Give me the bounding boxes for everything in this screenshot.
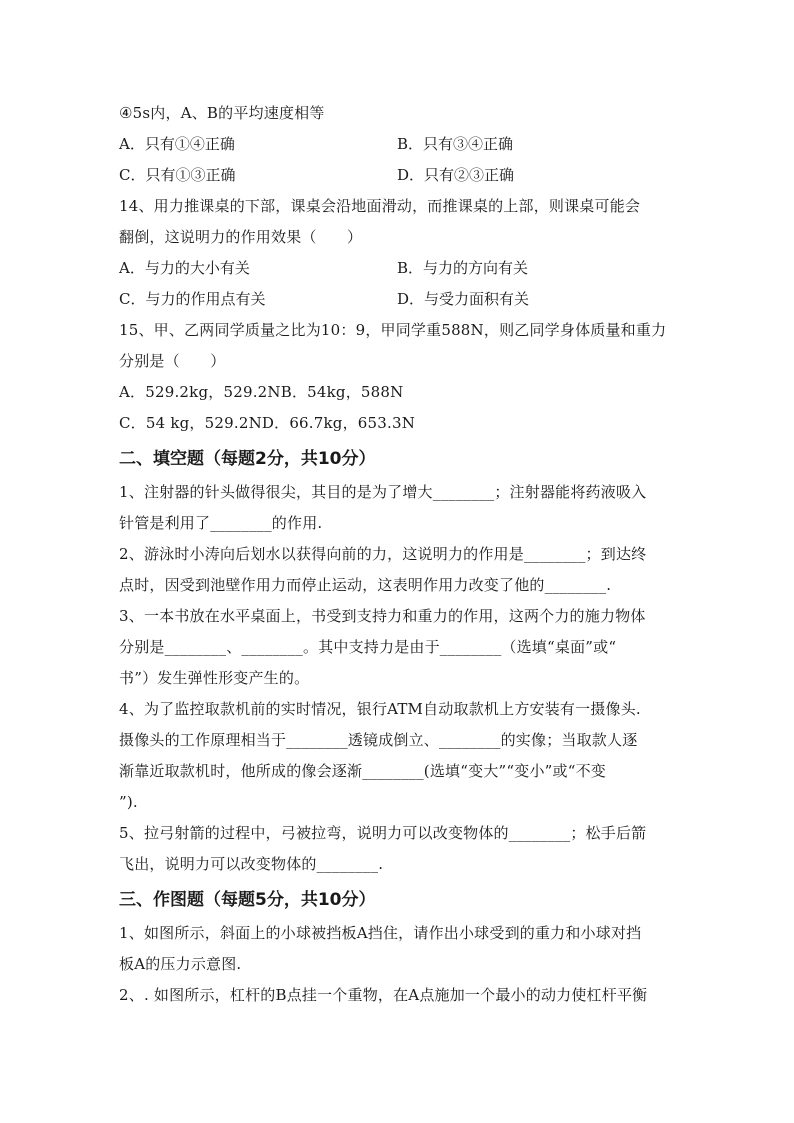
- q14-option-d: D．与受力面积有关: [397, 290, 530, 308]
- s2-q4-line2: 摄像头的工作原理相当于________透镜成倒立、________的实像；当取款人逐: [119, 731, 638, 749]
- q13-continuation: ④5s内，A、B的平均速度相等: [119, 104, 325, 122]
- q15-stem-line2: 分别是（ ）: [119, 352, 226, 370]
- s2-q3-line2: 分别是________、________。其中支持力是由于________（选填“桌面”或“: [119, 638, 617, 656]
- s2-q2-line2: 点时，因受到池壁作用力而停止运动，这表明作用力改变了他的________.: [119, 576, 612, 594]
- q14-option-a: A．与力的大小有关: [119, 259, 250, 277]
- q14-option-c: C．与力的作用点有关: [119, 290, 266, 308]
- q13-options-row2: [119, 160, 679, 191]
- q15-options-line2: C．54 kg，529.2ND．66.7kg，653.3N: [119, 414, 416, 432]
- s2-q2-line1: 2、游泳时小涛向后划水以获得向前的力，这说明力的作用是________；到达终: [119, 545, 647, 563]
- q14-stem-line1: 14、用力推课桌的下部，课桌会沿地面滑动，而推课桌的上部，则课桌可能会: [119, 197, 641, 215]
- s3-q1-line1: 1、如图所示，斜面上的小球被挡板A挡住，请作出小球受到的重力和小球对挡: [119, 924, 642, 942]
- s2-q4-line4: ”).: [119, 793, 138, 811]
- q14-option-b: B．与力的方向有关: [397, 259, 529, 277]
- s2-q1-line1: 1、注射器的针头做得很尖，其目的是为了增大________；注射器能将药液吸入: [119, 483, 647, 501]
- q13-options-row1: [119, 129, 679, 160]
- s2-q1-line2: 针管是利用了________的作用.: [119, 514, 323, 532]
- s2-q5-line1: 5、拉弓射箭的过程中，弓被拉弯，说明力可以改变物体的________；松手后箭: [119, 824, 647, 842]
- s2-q4-line1: 4、为了监控取款机前的实时情况，银行ATM自动取款机上方安装有一摄像头.: [119, 700, 641, 718]
- section3-title: 三、作图题（每题5分，共10分）: [119, 890, 376, 910]
- section2-title: 二、填空题（每题2分，共10分）: [119, 449, 376, 469]
- s2-q3-line1: 3、一本书放在水平桌面上，书受到支持力和重力的作用，这两个力的施力物体: [119, 607, 646, 625]
- q14-options-row1: [119, 253, 679, 284]
- q13-option-c: C．只有①③正确: [119, 166, 236, 184]
- q14-options-row2: [119, 284, 679, 315]
- s2-q5-line2: 飞出，说明力可以改变物体的________.: [119, 855, 384, 873]
- q13-option-d: D．只有②③正确: [397, 166, 515, 184]
- s2-q3-line3: 书”）发生弹性形变产生的。: [119, 669, 310, 687]
- q15-options-line1: A．529.2kg，529.2NB．54kg，588N: [119, 383, 404, 401]
- exam-page: [119, 98, 679, 1011]
- q15-stem-line1: 15、甲、乙两同学质量之比为10：9，甲同学重588N，则乙同学身体质量和重力: [119, 321, 667, 339]
- s3-q2-line1: 2、. 如图所示，杠杆的B点挂一个重物，在A点施加一个最小的动力使杠杆平衡: [119, 986, 648, 1004]
- q13-option-b: B．只有③④正确: [397, 135, 514, 153]
- q13-option-a: A．只有①④正确: [119, 135, 235, 153]
- s2-q4-line3: 渐靠近取款机时，他所成的像会逐渐________(选填“变大”“变小”或“不变: [119, 762, 606, 780]
- q14-stem-line2: 翻倒，这说明力的作用效果（ ）: [119, 228, 363, 246]
- s3-q1-line2: 板A的压力示意图.: [119, 955, 242, 973]
